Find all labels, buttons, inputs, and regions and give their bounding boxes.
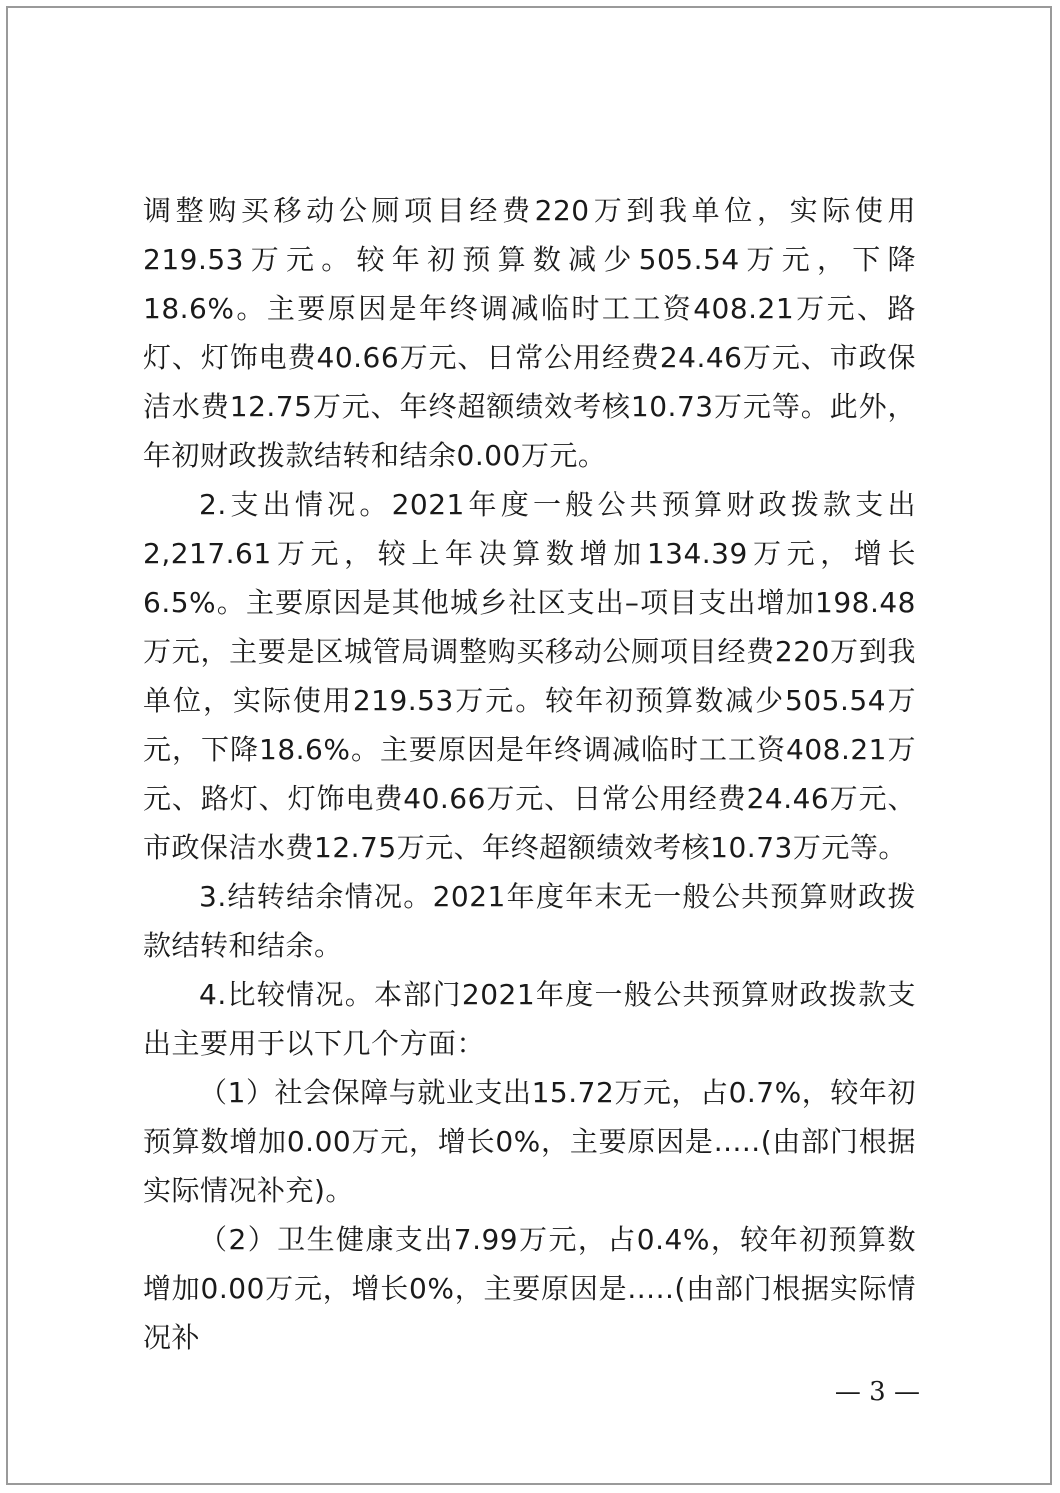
paragraph-continuation: 调整购买移动公厕项目经费220万到我单位，实际使用219.53万元。较年初预算数减少505.54万元，下降18.6%。主要原因是年终调减临时工工资408.21万元、路灯、灯饰电费40.66万元、日常公用经费24.46万元、市政保洁水费12.75万元、年终超额绩效考核10.73万元等。此外，年初财政拨款结转和结余0.00万元。	[143, 194, 916, 472]
paragraph-comparison: 4.比较情况。本部门2021年度一般公共预算财政拨款支出主要用于以下几个方面：	[143, 978, 916, 1060]
paragraph-expenditure: 2.支出情况。2021年度一般公共预算财政拨款支出2,217.61万元，较上年决算数增加134.39万元，增长6.5%。主要原因是其他城乡社区支出–项目支出增加198.48万元，主要是区城管局调整购买移动公厕项目经费220万到我单位，实际使用219.53万元。较年初预算数减少505.54万元，下降18.6%。主要原因是年终调减临时工工资408.21万元、路灯、灯饰电费40.66万元、日常公用经费24.46万元、市政保洁水费12.75万元、年终超额绩效考核10.73万元等。	[143, 488, 916, 864]
paragraph-item-2: （2）卫生健康支出7.99万元，占0.4%，较年初预算数增加0.00万元，增长0%，主要原因是.....(由部门根据实际情况补	[143, 1223, 916, 1354]
paragraph-item-1: （1）社会保障与就业支出15.72万元，占0.7%，较年初预算数增加0.00万元，增长0%，主要原因是.....(由部门根据实际情况补充)。	[143, 1076, 916, 1207]
page-number: — 3 —	[834, 1377, 920, 1407]
document-body	[143, 186, 916, 1362]
paragraph-carryover: 3.结转结余情况。2021年度年末无一般公共预算财政拨款结转和结余。	[143, 880, 916, 962]
